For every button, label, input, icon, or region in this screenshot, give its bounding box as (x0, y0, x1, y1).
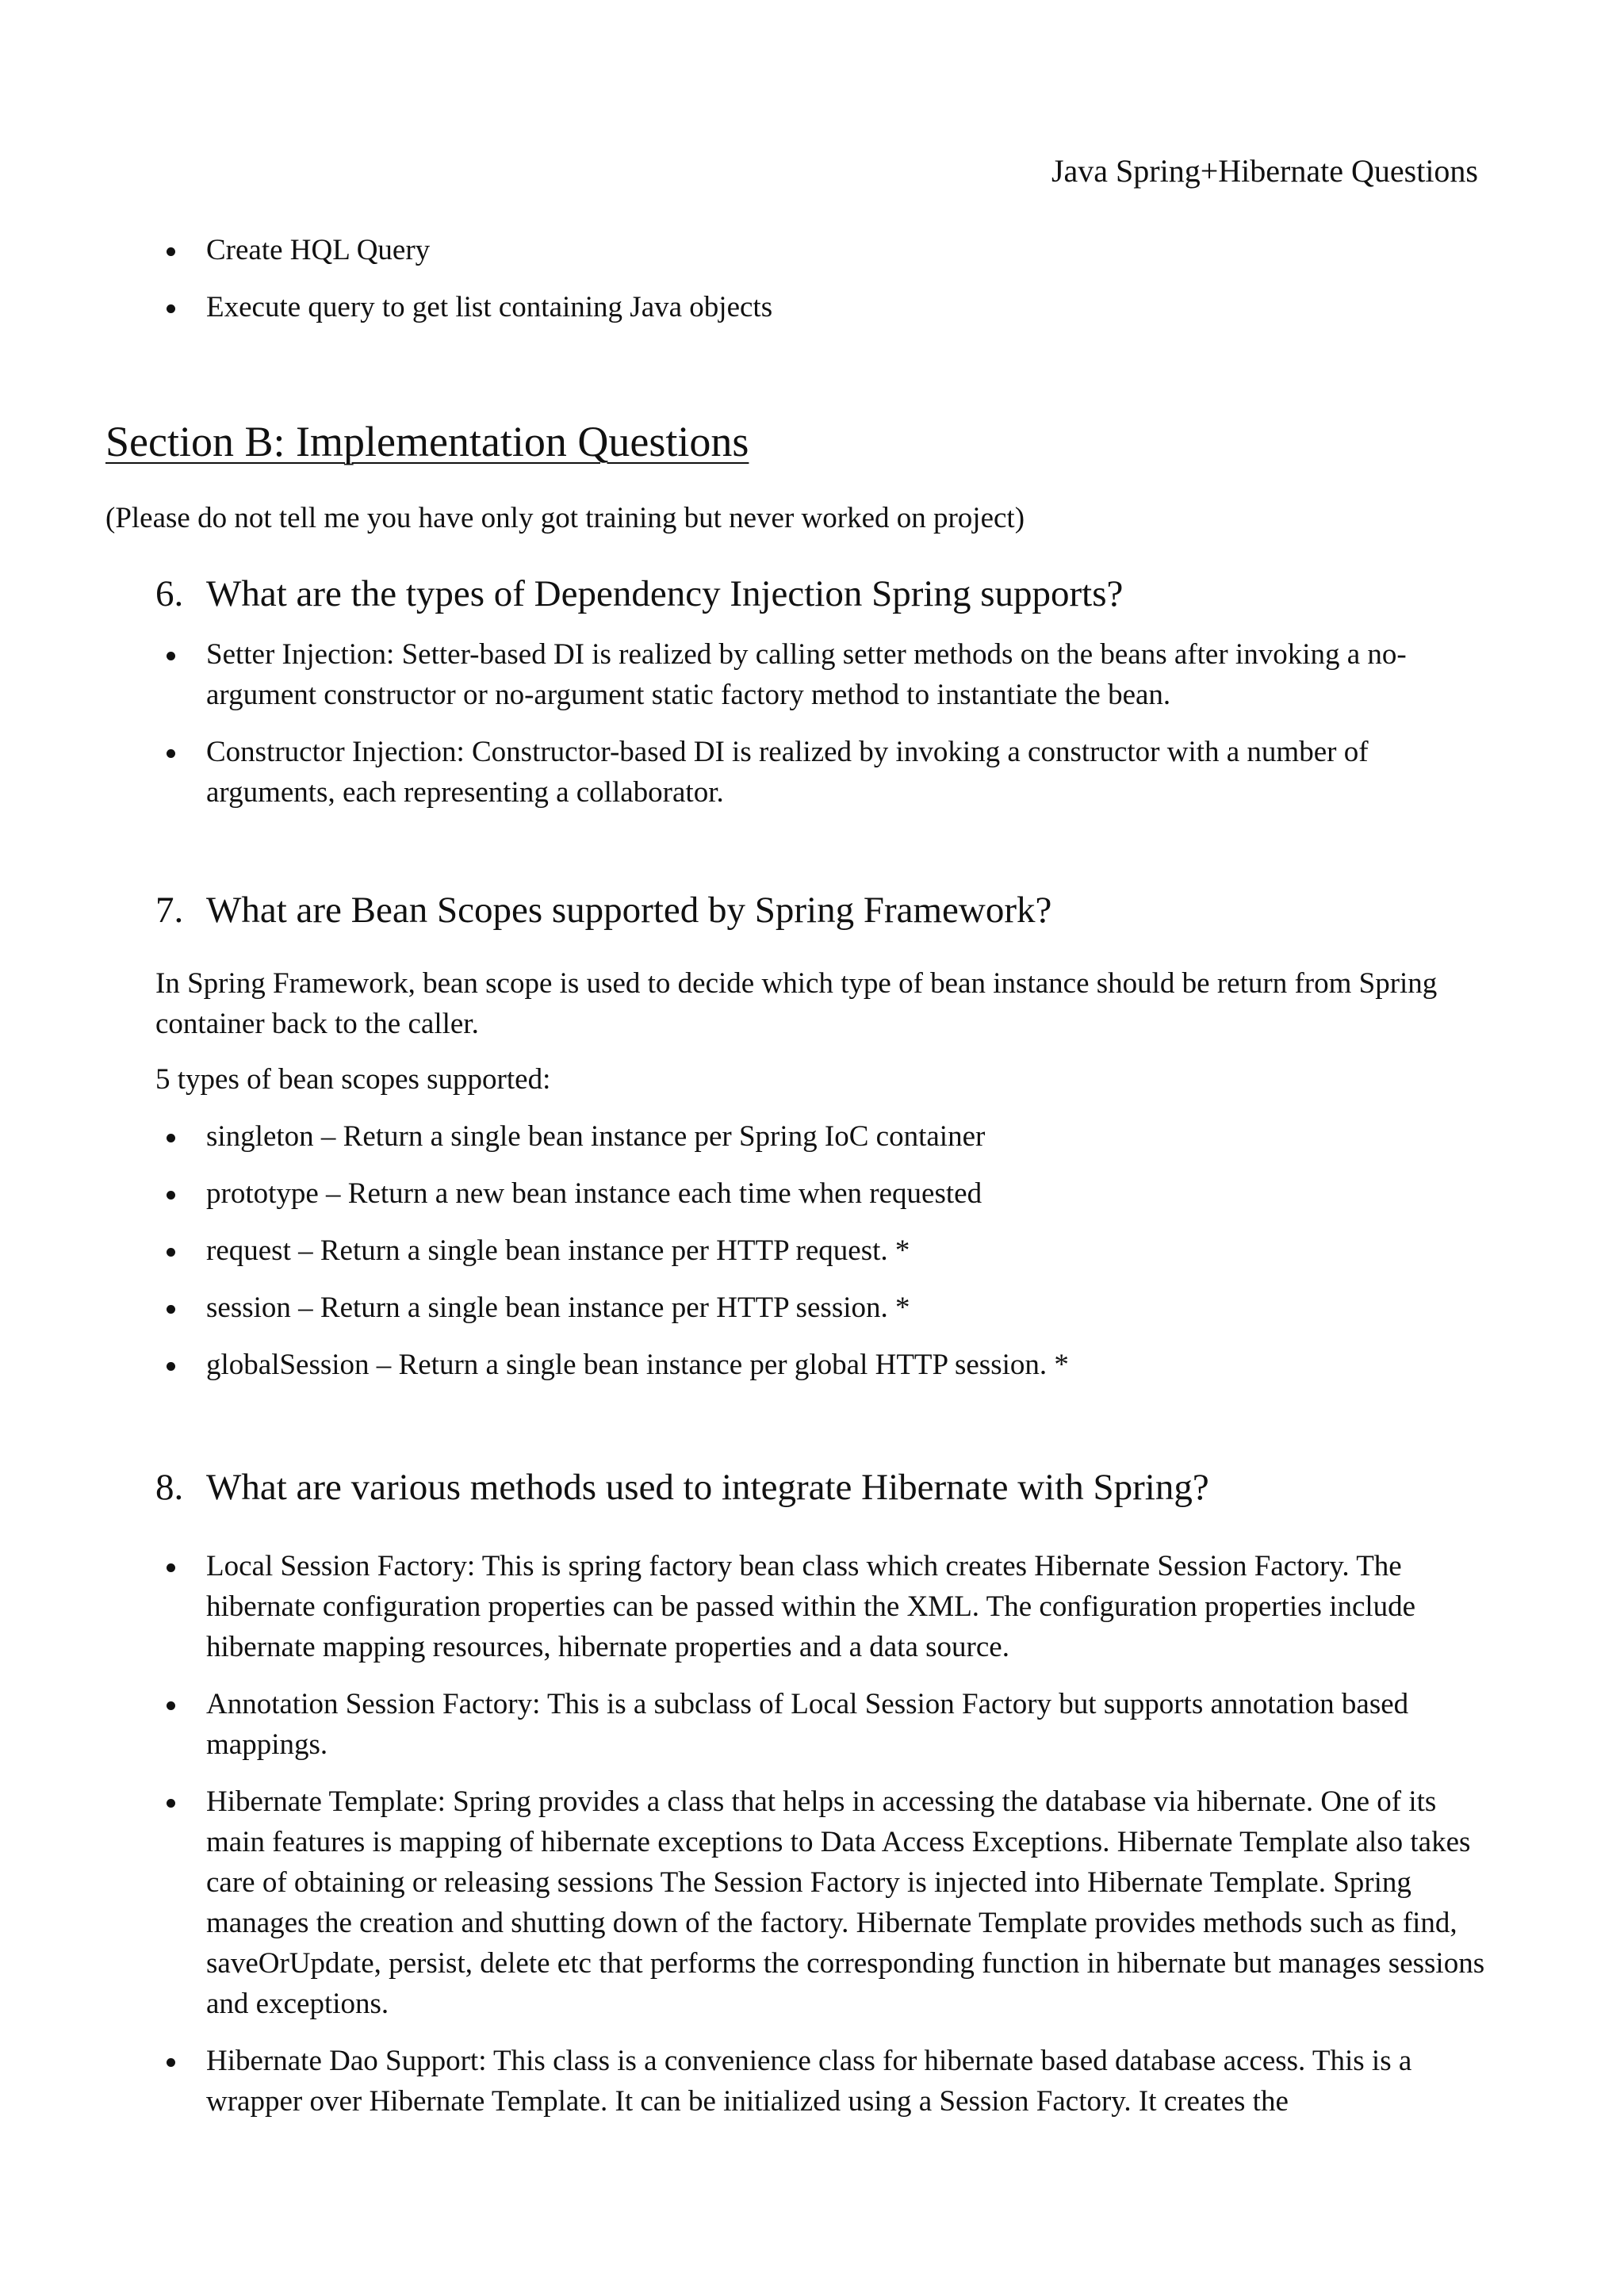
list-item (206, 1345, 1491, 1385)
list-item (206, 2041, 1491, 2122)
list-item-text: Annotation Session Factory: This is a subclass of Local Session Factory but supports annotation based mappings. (206, 1688, 1409, 1761)
bullet-icon (167, 652, 175, 660)
list-item-text: request – Return a single bean instance per HTTP request. * (206, 1234, 910, 1267)
question-8-heading (155, 1463, 1209, 1512)
section-note: (Please do not tell me you have only got training but never worked on project) (105, 502, 1025, 534)
question-number: 7. (155, 890, 184, 931)
bullet-icon (167, 1799, 175, 1808)
list-item (206, 287, 1491, 327)
list-item (206, 1546, 1491, 1667)
bullet-icon (167, 1191, 175, 1200)
question-text: What are Bean Scopes supported by Spring Framework? (206, 890, 1052, 931)
question-number: 6. (155, 573, 184, 614)
question-7-lead: 5 types of bean scopes supported: (155, 1063, 551, 1096)
list-item (206, 1684, 1491, 1765)
list-item (206, 1288, 1491, 1328)
bullet-icon (167, 304, 175, 313)
list-item (206, 1781, 1491, 2024)
bullet-icon (167, 1134, 175, 1142)
list-item-text: globalSession – Return a single bean instance per global HTTP session. * (206, 1349, 1069, 1381)
intro-list (206, 230, 1491, 327)
list-item (206, 1173, 1491, 1214)
list-item-text: session – Return a single bean instance per HTTP session. * (206, 1292, 910, 1324)
list-item (206, 732, 1491, 813)
question-7-list (206, 1116, 1491, 1385)
list-item-text: Hibernate Dao Support: This class is a convenience class for hibernate based database access. This is a wrapper over Hibernate Template. It can be initialized using a Session Factory. It creates the (206, 2045, 1412, 2118)
question-text: What are the types of Dependency Injection Spring supports? (206, 573, 1124, 614)
question-7-paragraph: In Spring Framework, bean scope is used to decide which type of bean instance should be return from Spring container back to the caller. (155, 967, 1438, 1040)
list-item (206, 230, 1491, 270)
list-item-text: singleton – Return a single bean instance per Spring IoC container (206, 1120, 986, 1153)
question-number: 8. (155, 1467, 184, 1508)
question-7-heading (155, 886, 1051, 935)
list-item-text: prototype – Return a new bean instance each time when requested (206, 1177, 982, 1210)
bullet-icon (167, 1362, 175, 1371)
question-6-list (206, 634, 1491, 813)
running-header: Java Spring+Hibernate Questions (1051, 153, 1478, 189)
question-text: What are various methods used to integrate Hibernate with Spring? (206, 1467, 1209, 1508)
section-title: Section B: Implementation Questions (105, 418, 749, 465)
bullet-icon (167, 1248, 175, 1257)
bullet-icon (167, 1563, 175, 1572)
list-item-text: Hibernate Template: Spring provides a class that helps in accessing the database via hibernate. One of its main features is mapping of hibernate exceptions to Data Access Exceptions. Hibernate Template also takes care of obtaining or releasing sessions The Session Factory is injected into Hibernate Template. Spring manages the creation and shutting down of the factory. Hibernate Template provides methods such as find, saveOrUpdate, persist, delete etc that performs the corresponding function in hibernate but manages sessions and exceptions. (206, 1785, 1485, 2020)
bullet-icon (167, 749, 175, 758)
bullet-icon (167, 2058, 175, 2067)
bullet-icon (167, 1305, 175, 1314)
list-item-text: Local Session Factory: This is spring factory bean class which creates Hibernate Session Factory. The hibernate configuration properties can be passed within the XML. The configuration properties include hibernate mapping resources, hibernate properties and a data source. (206, 1550, 1416, 1663)
list-item-text: Create HQL Query (206, 234, 431, 266)
list-item-text: Constructor Injection: Constructor-based DI is realized by invoking a constructor with a number of arguments, each representing a collaborator. (206, 736, 1369, 809)
question-8-list (206, 1546, 1491, 2122)
list-item (206, 634, 1491, 715)
question-6-heading (155, 569, 1123, 618)
list-item-text: Execute query to get list containing Java objects (206, 291, 773, 323)
list-item-text: Setter Injection: Setter-based DI is realized by calling setter methods on the beans after invoking a no-argument constructor or no-argument static factory method to instantiate the bean. (206, 638, 1407, 711)
list-item (206, 1230, 1491, 1271)
list-item (206, 1116, 1491, 1157)
bullet-icon (167, 1701, 175, 1710)
bullet-icon (167, 247, 175, 256)
